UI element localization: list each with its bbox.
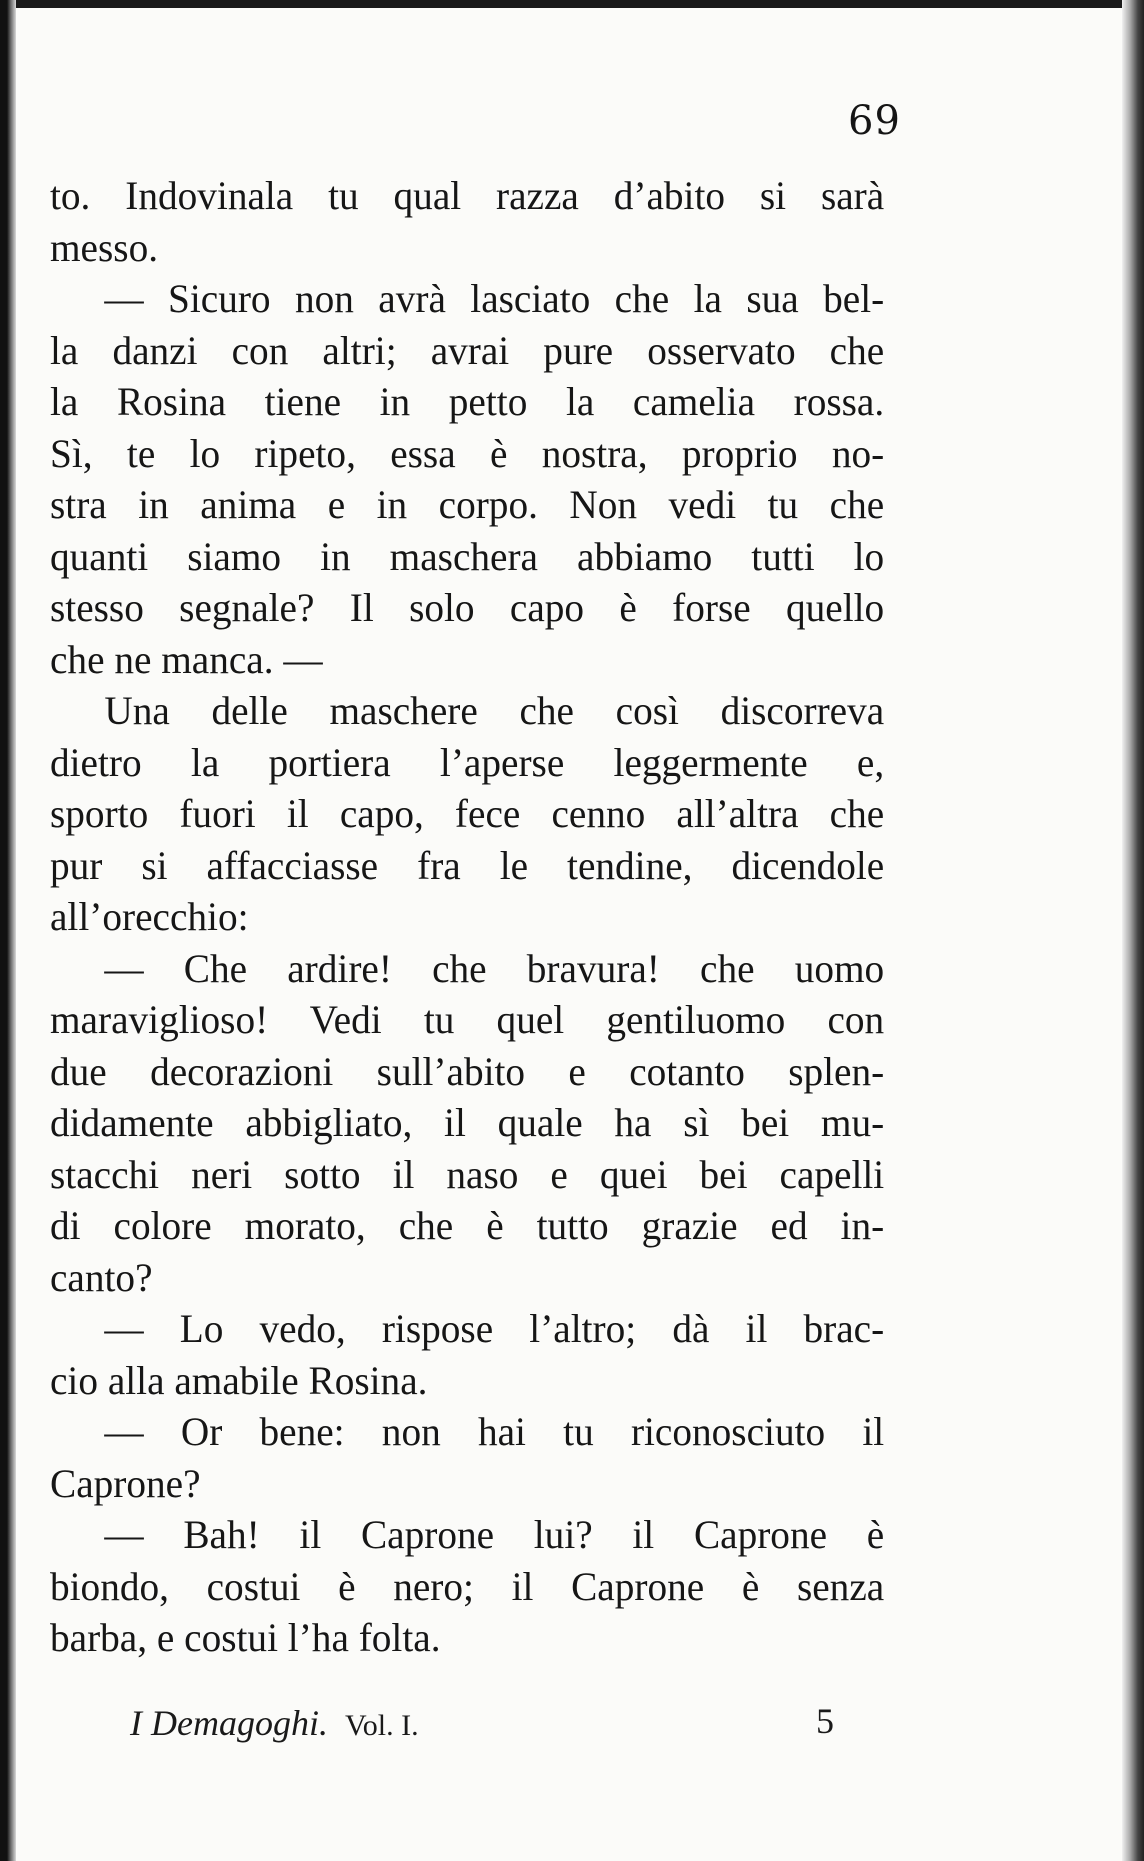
text-line: barba, e costui l’ha folta. (50, 1615, 441, 1660)
text-line: biondo, costui è nero; il Caprone è senza (50, 1563, 885, 1609)
text-line: — Che ardire! che bravura! che uomo (104, 945, 885, 991)
text-line: Una delle maschere che così discorreva (104, 688, 885, 733)
text-line: didamente abbigliato, il quale ha sì bei mu- (50, 1100, 885, 1145)
text-line: — Sicuro non avrà lasciato che la sua bel- (104, 276, 885, 321)
text-line: la danzi con altri; avrai pure osservato che (50, 327, 885, 373)
page-right-edge (1122, 0, 1144, 1861)
text-line: — Bah! il Caprone lui? il Caprone è (104, 1512, 885, 1557)
text-line: sporto fuori il capo, fece cenno all’altra che (50, 791, 885, 836)
text-line: Caprone? (50, 1460, 201, 1506)
text-line: stra in anima e in corpo. Non vedi tu che (50, 482, 885, 527)
text-line: dietro la portiera l’aperse leggermente e, (50, 739, 885, 785)
signature-mark: 5 (816, 1701, 834, 1741)
text-line: — Lo vedo, rispose l’altro; dà il brac- (104, 1306, 885, 1351)
text-line: to. Indovinala tu qual razza d’abito si sarà (50, 173, 885, 218)
footer-volume: Vol. I. (344, 1709, 419, 1742)
text-line: cio alla amabile Rosina. (50, 1357, 428, 1403)
text-line: di colore morato, che è tutto grazie ed in- (50, 1203, 885, 1248)
text-line: pur si affacciasse fra le tendine, dicendole (50, 842, 885, 888)
text-line: maraviglioso! Vedi tu quel gentiluomo con (50, 997, 885, 1042)
body-text (50, 170, 910, 1664)
text-line: stacchi neri sotto il naso e quei bei capelli (50, 1151, 885, 1197)
page-left-edge (0, 0, 16, 1861)
text-line: canto? (50, 1254, 153, 1300)
text-line: all’orecchio: (50, 894, 249, 939)
text-line: stesso segnale? Il solo capo è forse quello (50, 585, 885, 630)
page-number: 69 (848, 98, 901, 144)
running-footer (130, 1702, 419, 1744)
text-line: quanti siamo in maschera abbiamo tutti lo (50, 533, 885, 579)
text-line: — Or bene: non hai tu riconosciuto il (104, 1409, 885, 1454)
text-line: due decorazioni sull’abito e cotanto splen- (50, 1048, 885, 1094)
page-top-edge (0, 0, 1144, 8)
text-line: messo. (50, 224, 159, 270)
footer-title: I Demagoghi. (130, 1703, 328, 1743)
text-line: la Rosina tiene in petto la camelia rossa. (50, 379, 885, 424)
text-line: che ne manca. — (50, 636, 323, 682)
text-line: Sì, te lo ripeto, essa è nostra, proprio no- (50, 430, 885, 476)
